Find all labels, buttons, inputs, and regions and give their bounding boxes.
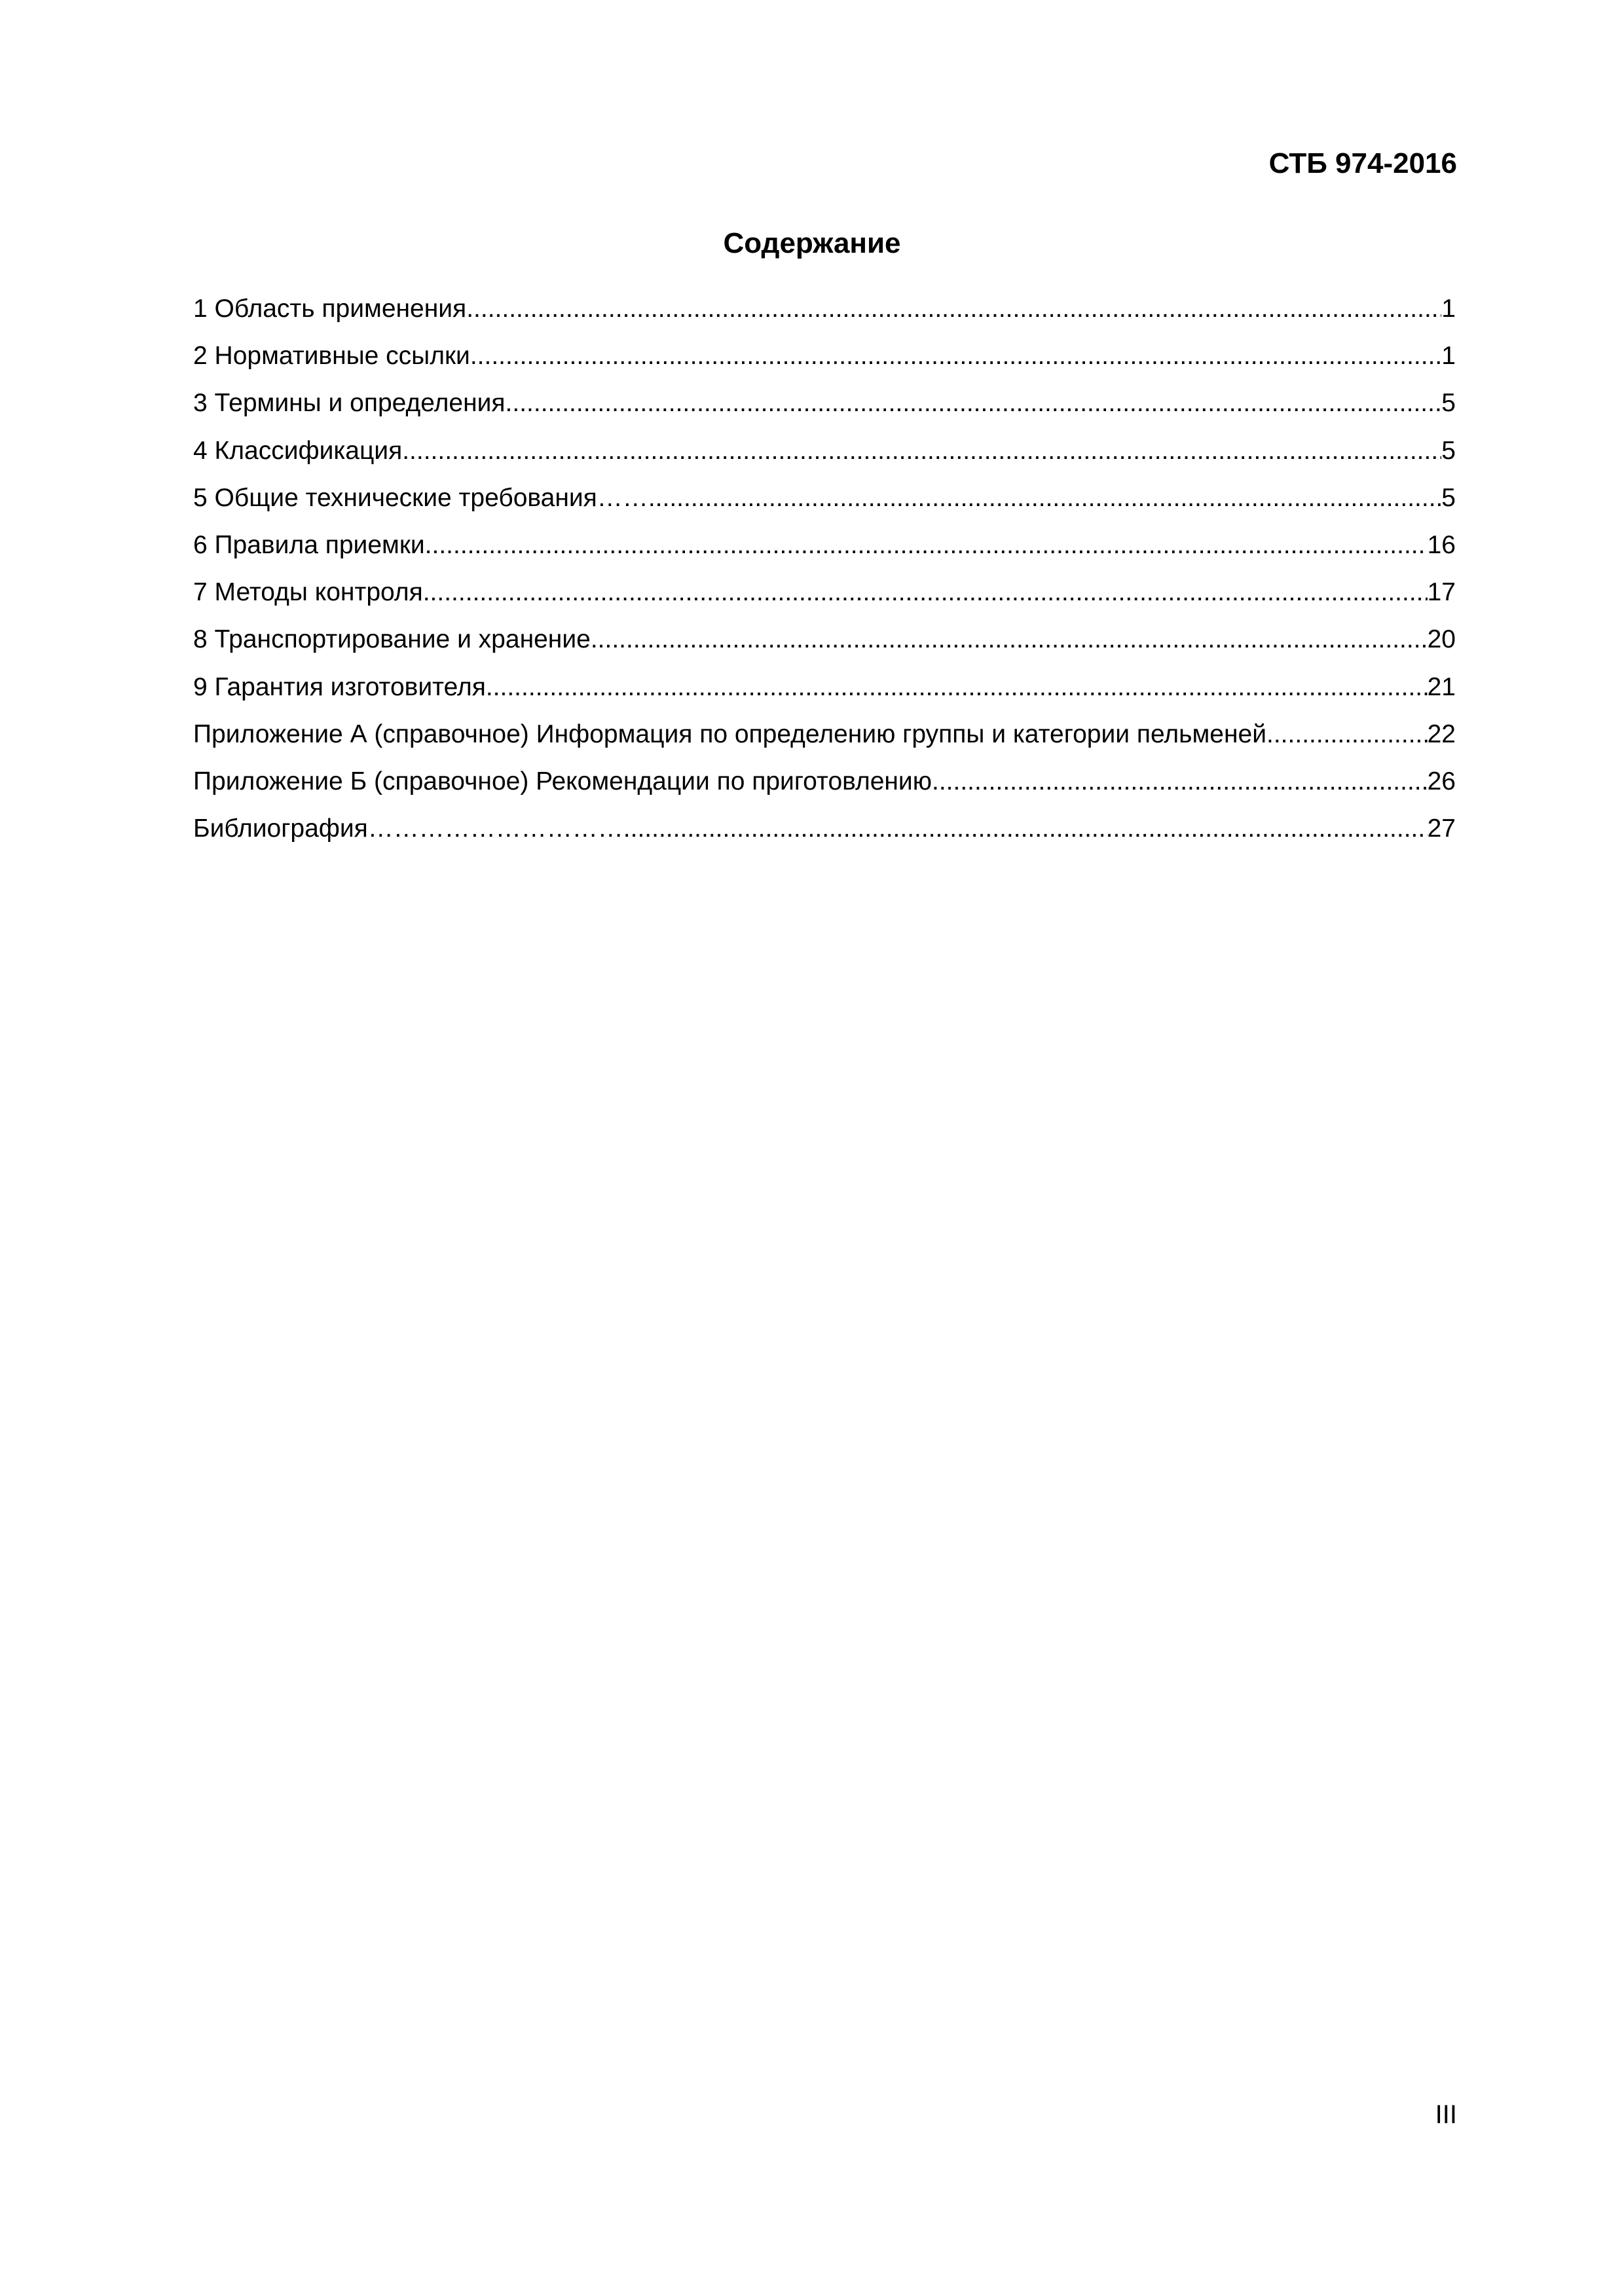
toc-entry-label: 2 Нормативные ссылки: [193, 343, 470, 371]
toc-entry-page: 20: [1427, 627, 1456, 654]
table-of-contents: [193, 296, 1456, 863]
toc-entry-page: 22: [1427, 721, 1456, 748]
toc-dot-leader: [1266, 721, 1428, 747]
toc-entry-page: 5: [1441, 484, 1456, 512]
toc-entry-classification[interactable]: [193, 438, 1456, 485]
toc-entry-normative-references[interactable]: [193, 343, 1456, 390]
toc-title: Содержание: [723, 227, 901, 259]
toc-entry-label: Библиография…………………………: [193, 816, 623, 843]
toc-entry-label: 4 Классификация: [193, 437, 403, 465]
toc-dot-leader: [648, 485, 1441, 511]
toc-entry-page: 1: [1441, 296, 1456, 323]
toc-entry-control-methods[interactable]: [193, 579, 1456, 627]
toc-entry-transport-storage[interactable]: [193, 627, 1456, 674]
toc-entry-acceptance-rules[interactable]: [193, 532, 1456, 579]
toc-entry-manufacturer-warranty[interactable]: [193, 674, 1456, 721]
toc-entry-page: 5: [1441, 390, 1456, 418]
toc-dot-leader: [425, 532, 1428, 558]
toc-entry-bibliography[interactable]: [193, 816, 1456, 863]
toc-entry-page: 26: [1427, 768, 1456, 795]
toc-dot-leader: [423, 579, 1428, 605]
toc-dot-leader: [591, 627, 1428, 652]
toc-entry-label: 3 Термины и определения: [193, 390, 506, 418]
toc-entry-page: 21: [1427, 674, 1456, 701]
document-code: СТБ 974-2016: [1268, 147, 1457, 179]
toc-entry-label: Приложение А (справочное) Информация по определению группы и категории пельменей: [193, 721, 1267, 748]
toc-dot-leader: [623, 816, 1428, 841]
toc-entry-label: 1 Область применения: [193, 296, 467, 323]
toc-entry-label: 7 Методы контроля: [193, 579, 423, 607]
toc-entry-scope[interactable]: [193, 296, 1456, 343]
toc-dot-leader: [466, 296, 1441, 321]
toc-entry-page: 16: [1427, 532, 1456, 559]
toc-dot-leader: [486, 674, 1428, 700]
page-number: III: [1435, 2100, 1457, 2129]
toc-dot-leader: [470, 343, 1441, 369]
toc-entry-general-requirements[interactable]: [193, 485, 1456, 532]
toc-dot-leader: [402, 438, 1441, 464]
toc-entry-label: Приложение Б (справочное) Рекомендации по приготовлению: [193, 768, 932, 795]
toc-entry-appendix-b[interactable]: [193, 769, 1456, 816]
toc-entry-page: 27: [1427, 816, 1456, 843]
toc-entry-page: 1: [1441, 343, 1456, 371]
toc-entry-page: 17: [1427, 579, 1456, 607]
toc-dot-leader: [932, 769, 1428, 794]
toc-entry-terms-definitions[interactable]: [193, 390, 1456, 437]
toc-entry-label: 5 Общие технические требования……: [193, 484, 648, 512]
toc-entry-page: 5: [1441, 437, 1456, 465]
toc-entry-label: 8 Транспортирование и хранение: [193, 627, 591, 654]
toc-entry-appendix-a[interactable]: [193, 721, 1456, 769]
toc-entry-label: 9 Гарантия изготовителя: [193, 674, 486, 701]
toc-dot-leader: [506, 390, 1442, 416]
toc-entry-label: 6 Правила приемки: [193, 532, 425, 559]
